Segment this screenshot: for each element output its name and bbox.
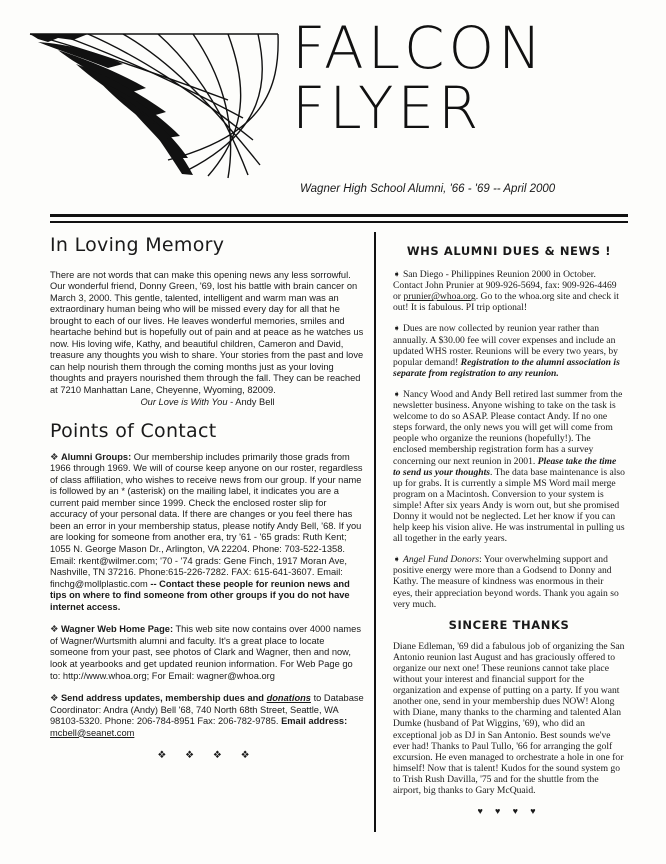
header-rule-thin <box>50 221 628 223</box>
thanks-heading: SINCERE THANKS <box>448 617 570 632</box>
masthead-title <box>292 14 546 142</box>
prunier-email-link[interactable]: prunier@whoa.org <box>403 291 476 303</box>
news-item-2-note: Registration to the alumni association is separate from registration to any reunion. <box>393 356 620 379</box>
diamond-bullet-icon: ❖ <box>50 451 59 462</box>
right-column <box>393 246 625 817</box>
news-item-1-end: . Go to the whoa.org site and check it out! It is fabulous. PI trip optional! <box>393 291 619 314</box>
header-rule-thick <box>50 214 628 217</box>
news-item-reunion <box>393 269 625 313</box>
send-to: to <box>310 693 322 704</box>
news-item-2-text: Dues are now collected by reunion year rather than annually. A $30.00 fee will cover expenses and include an updated WHS roster. Reunions will be every two years, by popular demand! <box>393 323 618 368</box>
title-line-2: FLYER <box>292 74 483 142</box>
news-item-dues <box>393 323 625 378</box>
send-updates-paragraph <box>50 693 365 739</box>
email-address-label: Email address: <box>281 716 348 727</box>
arrow-bullet-icon: ➧ <box>393 554 401 565</box>
masthead-subtitle: Wagner High School Alumni, '66 - '69 -- April 2000 <box>300 183 556 195</box>
news-item-angel-fund <box>393 554 625 609</box>
arrow-bullet-icon: ➧ <box>393 323 401 334</box>
news-item-3-text: Nancy Wood and Andy Bell retired last summer from the newsletter business. Anyone wishing to take on the task is welcome to do so ASAP. Please contact Andy. If no one steps forward, the only news you will get will come from people who organize the reunions (hopefully!). The enclosed membership registration form has a survey concerning our next reunion in 2001. <box>393 388 623 467</box>
left-ornament: ❖ ❖ ❖ ❖ <box>157 750 258 762</box>
alumni-groups-paragraph <box>50 452 365 614</box>
diamond-bullet-icon: ❖ <box>50 624 59 635</box>
left-column <box>50 234 365 762</box>
news-item-1-text: San Diego - Philippines Reunion 2000 in October. Contact John Prunier at 909-926-5694, fax: 909-926-4469 or <box>393 269 617 303</box>
alumni-groups-label: Alumni Groups: <box>60 451 132 462</box>
donations-link: donations <box>266 693 311 704</box>
signature-author: - Andy Bell <box>227 396 275 407</box>
column-divider <box>374 232 376 832</box>
thanks-body: Diane Edleman, '69 did a fabulous job of organizing the San Antonio reunion last August and has graciously offered to organize our next one! These reunions cannot take place without your interest and financial support for the organization and expense of putting on a party. If you want another one, send in your membership dues NOW! Along with Diane, many thanks to the charming and talented Alan Dumke (husband of Pat Wiggins, '69), who did an exceptional job as DJ in San Antonio. Best sounds we've ever had! Thanks to Paul Tullo, '66 for arranging the golf excursion. He even managed to orchestrate a hole in one for himself! Now that is talent! Kudos for the sound system go to Trish Rush Davilla, '75 and for the shuttle from the airport, big thanks to Gary McQuaid. <box>393 640 625 797</box>
news-item-newsletter <box>393 389 625 544</box>
title-line-1: FALCON <box>292 14 546 82</box>
hearts-ornament: ♥ ♥ ♥ ♥ <box>477 806 541 817</box>
web-page-paragraph <box>50 624 365 682</box>
arrow-bullet-icon: ➧ <box>393 269 401 280</box>
web-page-label: Wagner Web Home Page: <box>60 624 174 635</box>
angel-fund-label: Angel Fund Donors <box>402 554 480 566</box>
contact-heading: Points of Contact <box>50 420 217 443</box>
memory-signature <box>50 397 365 409</box>
send-updates-label: Send address updates, membership dues and <box>60 693 267 704</box>
memory-body: There are not words that can make this opening news any less sorrowful. Our wonderful friend, Donny Green, '69, lost his battle with brain cancer on March 3, 2000. This gentle, talented, intelligent and warm man was an extraordinary human being who will be missed every day for all that he brought to each of our lives. He leaves wonderful memories, smiles and heartache behind but is hopefully out of pain and at peace as he watches us now. His loving wife, Kathy, and beautiful children, Cameron and David, treasure any thoughts you wish to share. Your stories from the past and love can help nourish them through the coming months just as your loving thoughts and prayers nourished them through the fall. They can be reached at 7210 Manhattan Lane, Cheyenne, Wyoming, 82009. <box>50 269 364 396</box>
angel-fund-body: : Your overwhelming support and positive energy were more than a Godsend to Donny and Kathy. The measure of kindness was enormous in their eyes, their appreciation beyond words. Thank you again so very much. <box>393 554 619 610</box>
arrow-bullet-icon: ➧ <box>393 388 401 399</box>
diamond-bullet-icon: ❖ <box>50 693 59 704</box>
alumni-groups-note: -- Contact these people for reunion news and tips on where to find someone from other groups if you do not have internet access. <box>50 578 350 612</box>
news-heading: WHS ALUMNI DUES & NEWS ! <box>406 244 612 258</box>
alumni-groups-body: Our membership includes primarily those grads from 1966 through 1969. We will of course keep anyone on our roster, regardless of class affiliation, who wishes to receive news from our group. If your name is followed by an * (asterisk) on the mailing label, it indicates you are a current paid member since 1999. Check the enclosed roster slip for accuracy of your personal data. If there are changes or you feel there has been an error in your membership status, please notify Andy Bell, '68. If you are looking for someone from another era, try '61 - '65 grads: Ruth Kent; 1055 N. George Mason Dr., Arlington, VA 22204. Phone: 703-522-1358. Email: rkent@wilmer.com; '70 - '74 grads: Gene Finch, 1917 Moran Ave, Nashville, TN 37216. Phone:615-226-7282. FAX: 615-641-3607. Email: finchg@mollplastic.com <box>50 451 363 589</box>
falcon-wing-logo <box>28 30 283 180</box>
memory-heading: In Loving Memory <box>50 234 225 256</box>
news-item-3-end: . The data base maintenance is also up for grabs. It is currently a simple MS Word mail merge program on a Macintosh. Conversion to your system is simple! After six years Andy is worn out, but she promised Donny it would not be neglected. Let her know if you can help keep his vision alive. He was instrumental in pulling us all together in the early years. <box>393 466 625 545</box>
email-address-link[interactable]: mcbell@seanet.com <box>50 727 135 738</box>
send-updates-body: Database Coordinator: Andra (Andy) Bell '68, 740 North 68th Street, Seattle, WA 98103-5320. Phone: 206-784-8951 Fax: 206-782-9785. <box>50 693 364 727</box>
signature-text: Our Love is With You <box>140 396 228 407</box>
news-item-3-note: Please take the time to send us your thoughts <box>393 455 617 478</box>
web-page-body: This web site now contains over 4000 names of Wagner/Wurtsmith alumni and faculty. It's a great place to locate someone from your past, see photos of Clark and Wagner, then and now, look at yearbooks and get updated reunion information. For Web Page go to: http://www.whoa.org; For Email: wagner@whoa.org <box>50 624 361 681</box>
